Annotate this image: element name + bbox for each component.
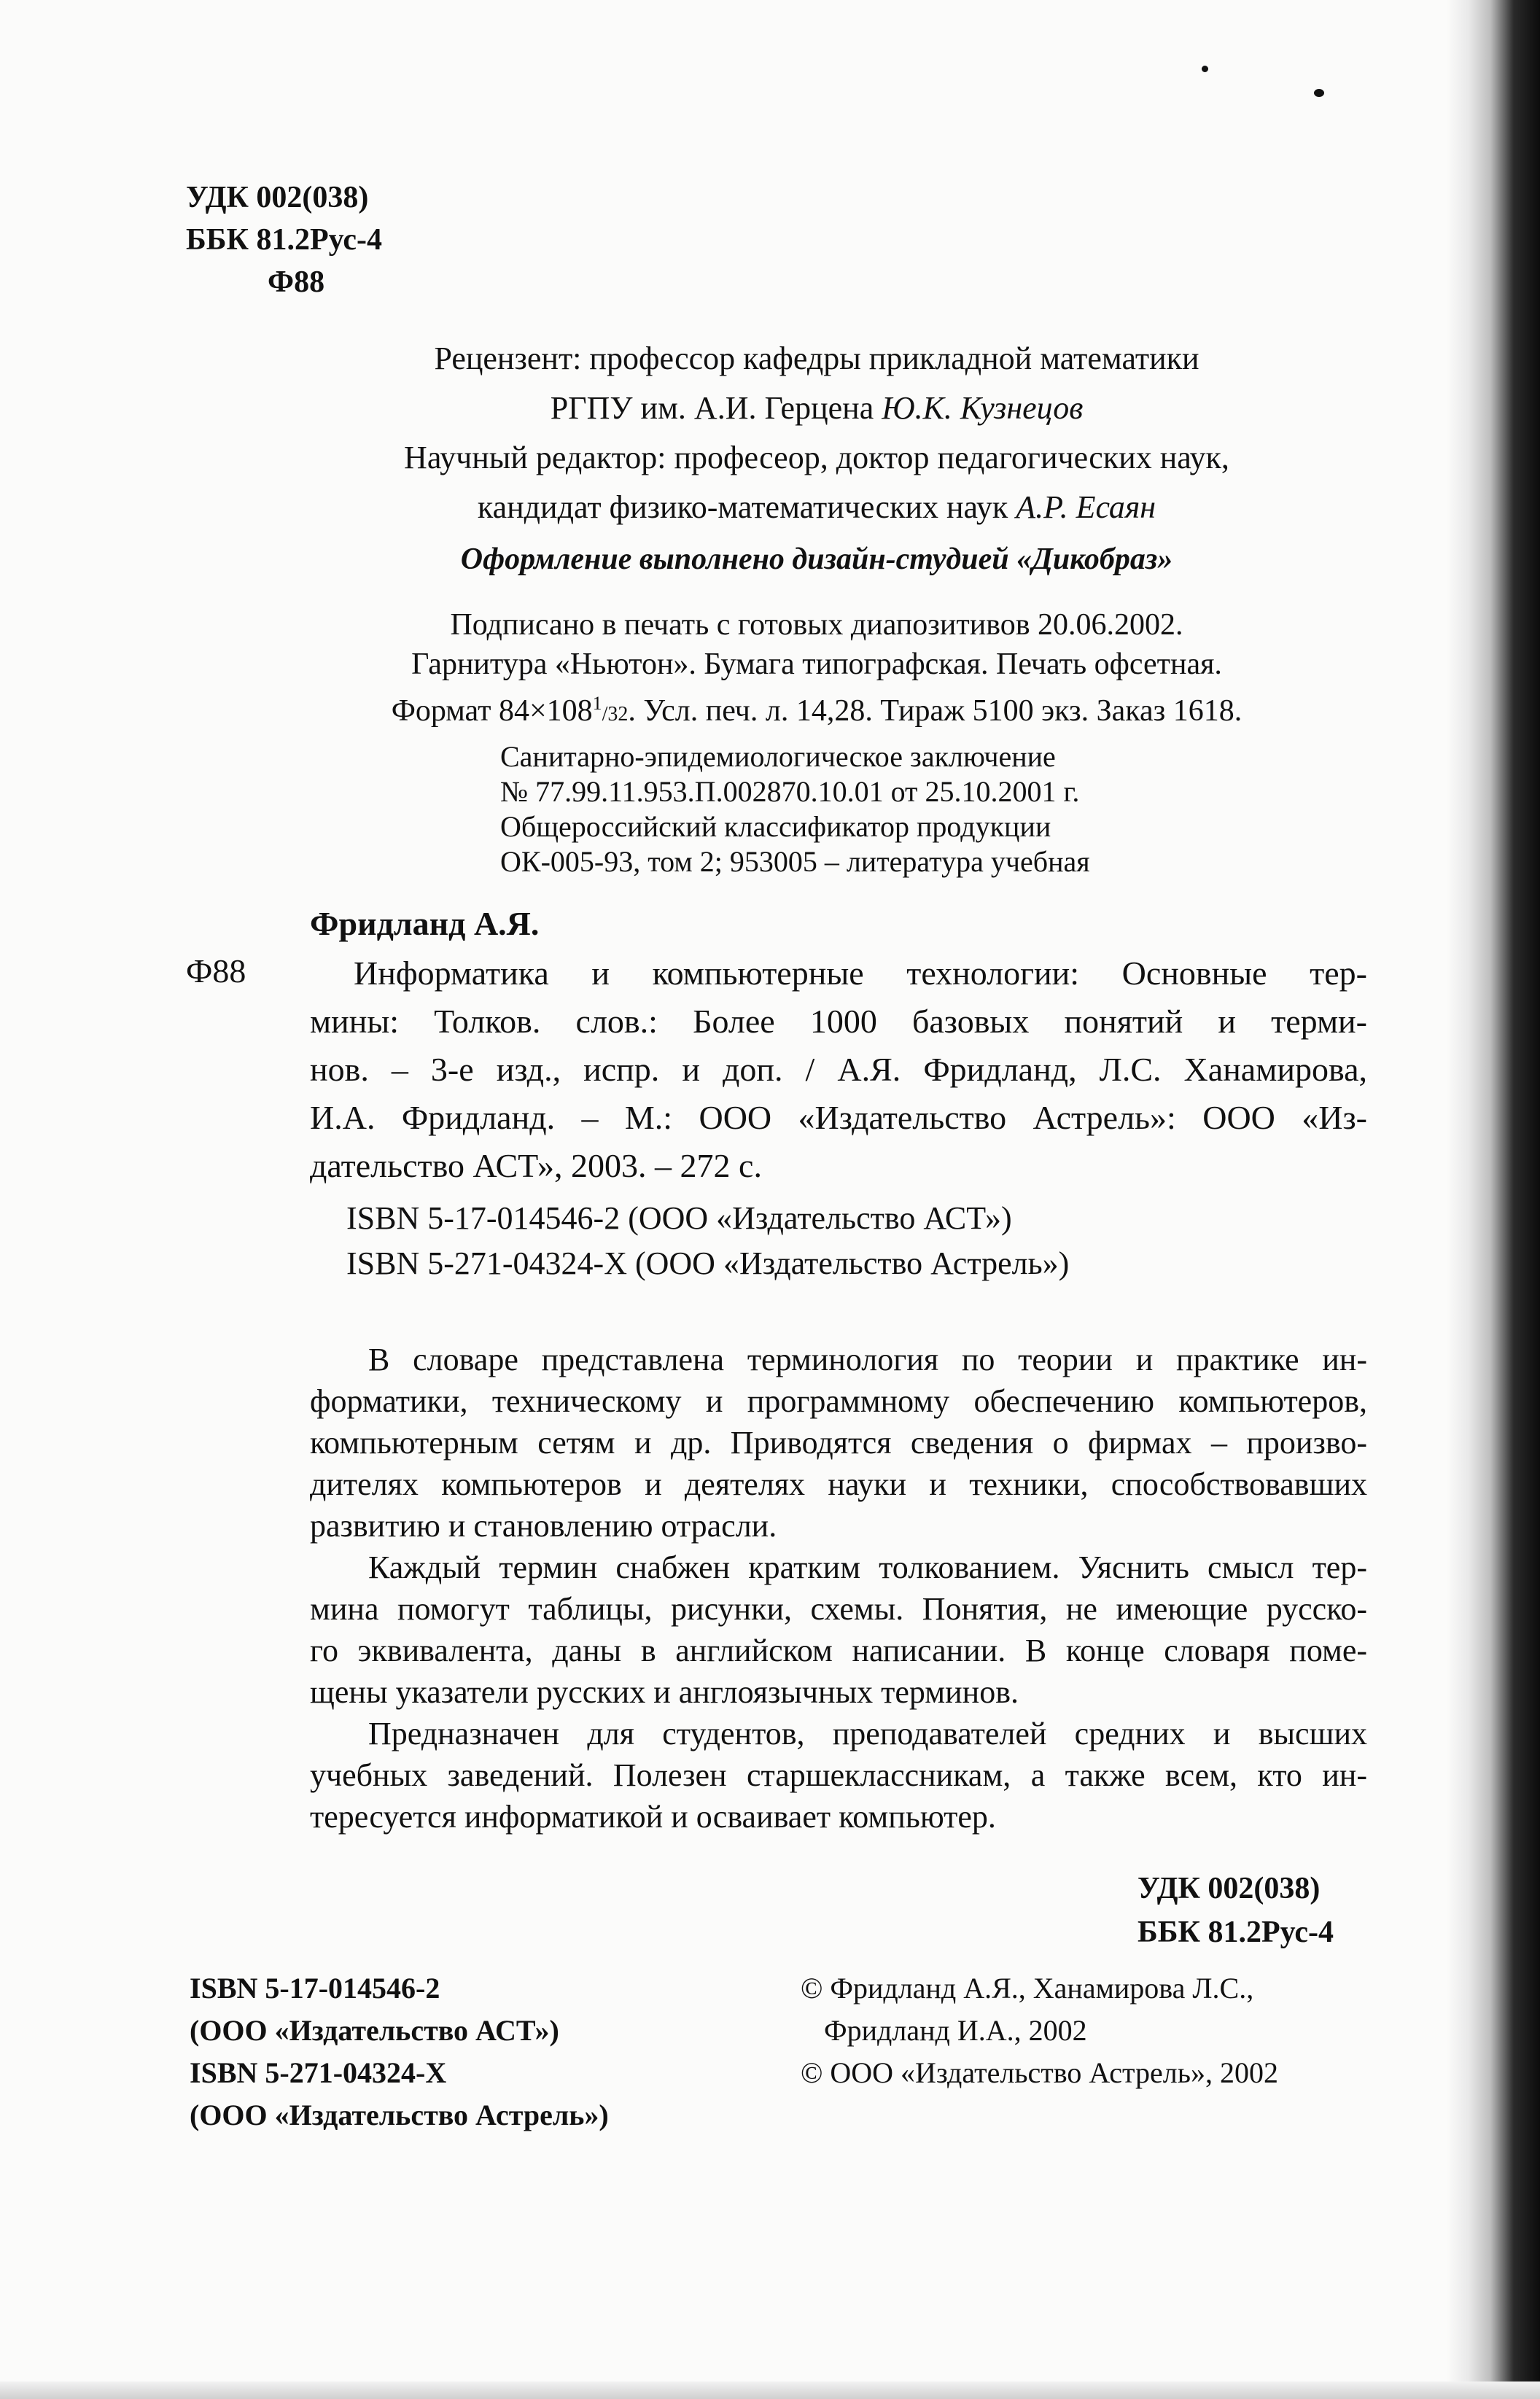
- annotation-line: Предназначен для студентов, преподавателей средних и высших: [368, 1716, 1367, 1751]
- reviewers-block: [335, 334, 1298, 532]
- footer-bbk: ББК 81.2Рус-4: [1138, 1916, 1334, 1949]
- biblio-line: мины: Толков. слов.: Более 1000 базовых понятий и терми-: [310, 1003, 1367, 1040]
- isbn-astrel: ISBN 5-271-04324-Х: [190, 2056, 447, 2089]
- reviewer-line: Рецензент: профессор кафедры прикладной математики: [434, 341, 1199, 376]
- editor-name: А.Р. Есаян: [1016, 489, 1156, 525]
- annotation-line: В словаре представлена терминология по теории и практике ин-: [368, 1342, 1367, 1377]
- footer-codes: [1138, 1867, 1334, 1954]
- print-speck: [1202, 66, 1208, 72]
- design-note: Оформление выполнено дизайн-студией «Дикобраз»: [460, 543, 1173, 576]
- biblio-isbn: ISBN 5-17-014546-2 (ООО «Издательство АСТ»): [346, 1200, 1012, 1236]
- biblio-line: нов. – 3-е изд., испр. и доп. / А.Я. Фридланд, Л.С. Ханамирова,: [310, 1051, 1367, 1088]
- annotation-line: го эквивалента, даны в английском написании. В конце словаря поме-: [310, 1633, 1367, 1668]
- copyright-authors-cont: Фридланд И.А., 2002: [824, 2014, 1087, 2047]
- annotation-line: мина помогут таблицы, рисунки, схемы. Понятия, не имеющие русско-: [310, 1591, 1367, 1627]
- author-mark: Ф88: [268, 265, 325, 299]
- annotation-line: щены указатели русских и англоязычных терминов.: [310, 1674, 1019, 1710]
- page-bottom-edge: [0, 2381, 1540, 2399]
- annotation-line: форматики, техническому и программному обеспечению компьютеров,: [310, 1383, 1367, 1419]
- isbn-ast-publisher: (ООО «Издательство АСТ»): [190, 2014, 559, 2047]
- isbn-block: [190, 1967, 609, 2136]
- annotation-line: дителях компьютеров и деятелях науки и техники, способствовавших: [310, 1466, 1367, 1502]
- annotation-line: учебных заведений. Полезен старшеклассникам, а также всем, кто ин-: [310, 1757, 1367, 1793]
- biblio-line: И.А. Фридланд. – М.: ООО «Издательство Астрель»: ООО «Из-: [310, 1099, 1367, 1136]
- annotation-line: тересуется информатикой и осваивает компьютер.: [310, 1799, 996, 1835]
- footer-udk: УДК 002(038): [1138, 1872, 1321, 1905]
- classifier-line: Общероссийский классификатор продукции: [500, 810, 1051, 843]
- editor-degree-text: кандидат физико-математических наук: [477, 489, 1016, 525]
- copyright-publisher: © ООО «Издательство Астрель», 2002: [801, 2056, 1278, 2089]
- typeface-line: Гарнитура «Ньютон». Бумага типографская. Печать офсетная.: [411, 648, 1222, 681]
- reviewer-name: Ю.К. Кузнецов: [882, 390, 1084, 426]
- format-rest: . Усл. печ. л. 14,28. Тираж 5100 экз. Заказ 1618.: [628, 694, 1242, 728]
- annotation-line: развитию и становлению отрасли.: [310, 1508, 777, 1544]
- classifier-code: ОК-005-93, том 2; 953005 – литература учебная: [500, 845, 1090, 878]
- reviewer-affiliation: [335, 384, 1298, 433]
- editor-degree: [335, 483, 1298, 532]
- format-sup: 1: [592, 693, 602, 714]
- annotation-line: Каждый термин снабжен кратким толкованием. Уяснить смысл тер-: [368, 1550, 1367, 1585]
- biblio-mark: Ф88: [186, 952, 246, 989]
- biblio-line: Информатика и компьютерные технологии: Основные тер-: [354, 954, 1367, 992]
- print-speck: [1314, 89, 1324, 97]
- isbn-astrel-publisher: (ООО «Издательство Астрель»): [190, 2099, 609, 2131]
- sanitary-block: [500, 739, 1090, 879]
- biblio-description: [310, 949, 1367, 1190]
- format-sub: /32: [602, 703, 629, 726]
- book-spine-shadow: [1447, 0, 1540, 2399]
- udk-code: УДК 002(038): [186, 181, 369, 214]
- format-line: [306, 684, 1327, 734]
- biblio-line: дательство АСТ», 2003. – 272 с.: [310, 1147, 762, 1184]
- isbn-ast: ISBN 5-17-014546-2: [190, 1972, 440, 2005]
- reviewer-affiliation-text: РГПУ им. А.И. Герцена: [550, 390, 882, 426]
- sanitary-line: Санитарно-эпидемиологическое заключение: [500, 740, 1056, 773]
- annotation-line: компьютерным сетям и др. Приводятся сведения о фирмах – произво-: [310, 1425, 1367, 1461]
- print-info: [306, 605, 1327, 734]
- format-prefix: Формат 84×108: [391, 694, 593, 728]
- copyright-authors: © Фридланд А.Я., Ханамирова Л.С.,: [801, 1972, 1254, 2005]
- editor-line: Научный редактор: професеор, доктор педагогических наук,: [404, 440, 1229, 475]
- annotation: [310, 1339, 1367, 1838]
- biblio-isbn: ISBN 5-271-04324-Х (ООО «Издательство Астрель»): [346, 1245, 1070, 1281]
- sanitary-number: № 77.99.11.953.П.002870.10.01 от 25.10.2001 г.: [500, 775, 1080, 808]
- biblio-author: Фридланд А.Я.: [310, 905, 540, 942]
- biblio-isbn-list: [346, 1196, 1069, 1286]
- bbk-code: ББК 81.2Рус-4: [186, 223, 382, 257]
- classification-codes: [186, 176, 382, 303]
- print-signed-line: Подписано в печать с готовых диапозитивов 20.06.2002.: [450, 608, 1183, 642]
- copyright-block: [801, 1967, 1278, 2094]
